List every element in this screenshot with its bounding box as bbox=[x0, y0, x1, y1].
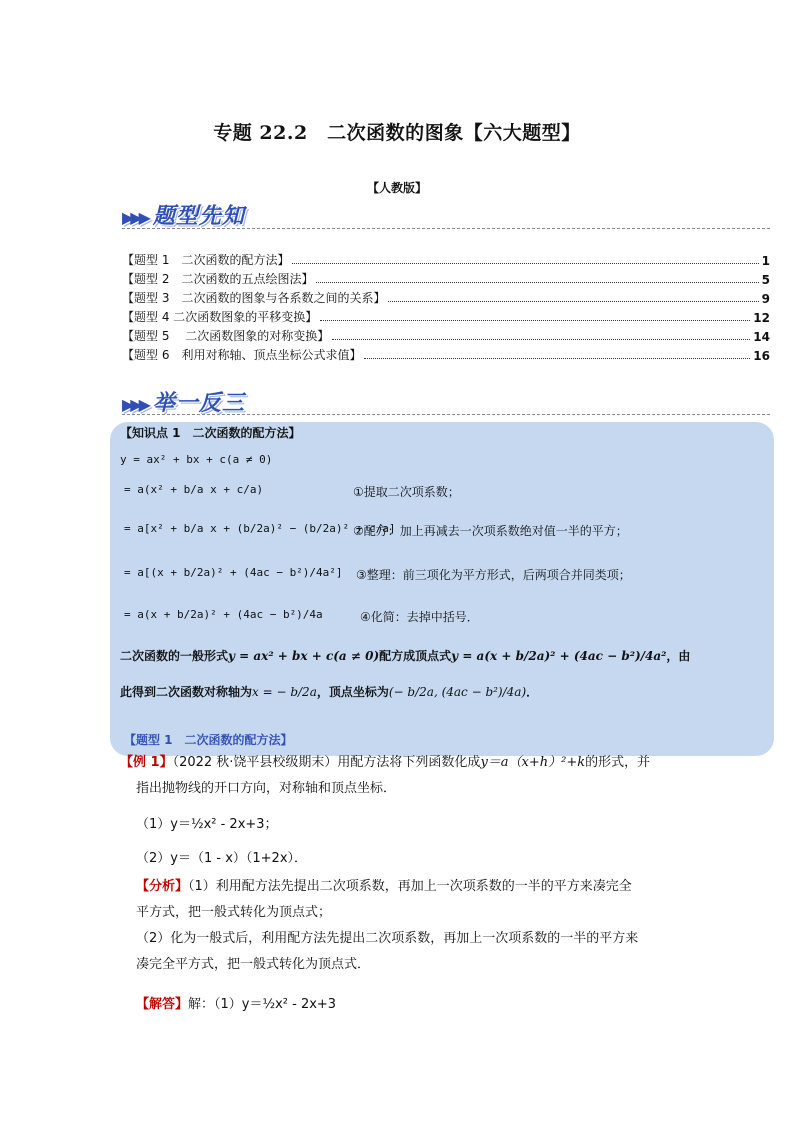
example-block: 【例 1】（2022 秋·饶平县校级期末）用配方法将下列函数化成y＝a（x+h）²+k的形式，并 指出抛物线的开口方向，对称轴和顶点坐标． bbox=[120, 755, 651, 796]
section-banner-examples bbox=[122, 386, 245, 417]
example-tag: 【例 1】 bbox=[120, 755, 173, 770]
step-note: ②配方：加上再减去一次项系数绝对值一半的平方； bbox=[353, 524, 628, 538]
formula-line: y = ax² + bx + c(a ≠ 0) bbox=[120, 453, 273, 466]
toc-item[interactable]: 【题型 4 二次函数图象的平移变换】 12 bbox=[122, 310, 770, 325]
step-note: ①提取二次项系数； bbox=[353, 485, 460, 499]
analysis-tag: 【分析】 bbox=[136, 879, 189, 894]
general-form: y = ax² + bx + c(a ≠ 0) bbox=[228, 649, 380, 663]
summary-line: 二次函数的一般形式y = ax² + bx + c(a ≠ 0)配方成顶点式y = a(x + b/2a)² + (4ac − b²)/4a²，由 bbox=[120, 649, 691, 663]
divider bbox=[122, 228, 770, 229]
answer-tag: 【解答】 bbox=[136, 997, 189, 1012]
vertex-form: y = a(x + b/2a)² + (4ac − b²)/4a² bbox=[451, 649, 667, 663]
axis-formula: x = − b/2a bbox=[252, 685, 317, 699]
step-note: ④化简：去掉中括号． bbox=[360, 610, 479, 624]
toc-item[interactable]: 【题型 6 利用对称轴、顶点坐标公式求值】 16 bbox=[122, 348, 770, 363]
banner-text: 举一反三 bbox=[152, 391, 245, 416]
knowledge-heading: 【知识点 1 二次函数的配方法】 bbox=[120, 426, 301, 440]
arrow-icon: ▶▶▶ bbox=[122, 395, 147, 414]
arrow-icon: ▶▶▶ bbox=[122, 208, 147, 227]
question-1: （1）y＝½x² - 2x+3； bbox=[136, 817, 278, 832]
knowledge-panel bbox=[110, 422, 774, 756]
formula-line: = a[(x + b/2a)² + (4ac − b²)/4a²] bbox=[124, 566, 343, 579]
toc-item[interactable]: 【题型 5 二次函数图象的对称变换】 14 bbox=[122, 329, 770, 344]
type-heading: 【题型 1 二次函数的配方法】 bbox=[124, 733, 293, 747]
page-title: 专题 22.2 二次函数的图象【六大题型】 bbox=[213, 122, 581, 144]
section-banner-preview bbox=[122, 199, 245, 230]
analysis-block: 【分析】（1）利用配方法先提出二次项系数，再加上一次项系数的一半的平方来凑完全 平方式，把一般式转化为顶点式； （2）化为一般式后，利用配方法先提出二次项系数，再加上一次项系数的一半的平方来 凑完全平方式，把一般式转化为顶点式． bbox=[136, 879, 639, 972]
toc-item[interactable]: 【题型 1 二次函数的配方法】 1 bbox=[122, 253, 770, 268]
formula-line: = a(x + b/2a)² + (4ac − b²)/4a bbox=[124, 608, 323, 621]
vertex-formula: (− b/2a, (4ac − b²)/4a) bbox=[388, 685, 527, 699]
table-of-contents bbox=[122, 249, 770, 363]
question-2: （2）y＝（1 - x）（1+2x）． bbox=[136, 851, 308, 866]
banner-text: 题型先知 bbox=[152, 204, 245, 229]
divider bbox=[122, 414, 770, 415]
toc-item[interactable]: 【题型 3 二次函数的图象与各系数之间的关系】 9 bbox=[122, 291, 770, 306]
step-note: ③整理：前三项化为平方形式，后两项合并同类项； bbox=[356, 568, 631, 582]
answer-block: 【解答】解：（1）y＝½x² - 2x+3 bbox=[136, 997, 337, 1012]
formula-line: = a(x² + b/a x + c/a) bbox=[124, 483, 264, 496]
formula-line: = a[x² + b/a x + (b/2a)² − (b/2a)² + c/a] bbox=[124, 522, 396, 535]
toc-item[interactable]: 【题型 2 二次函数的五点绘图法】 5 bbox=[122, 272, 770, 287]
summary-line: 此得到二次函数对称轴为x = − b/2a，顶点坐标为(− b/2a, (4ac − b²)/4a)． bbox=[120, 685, 539, 699]
edition-label: 【人教版】 bbox=[366, 181, 427, 195]
